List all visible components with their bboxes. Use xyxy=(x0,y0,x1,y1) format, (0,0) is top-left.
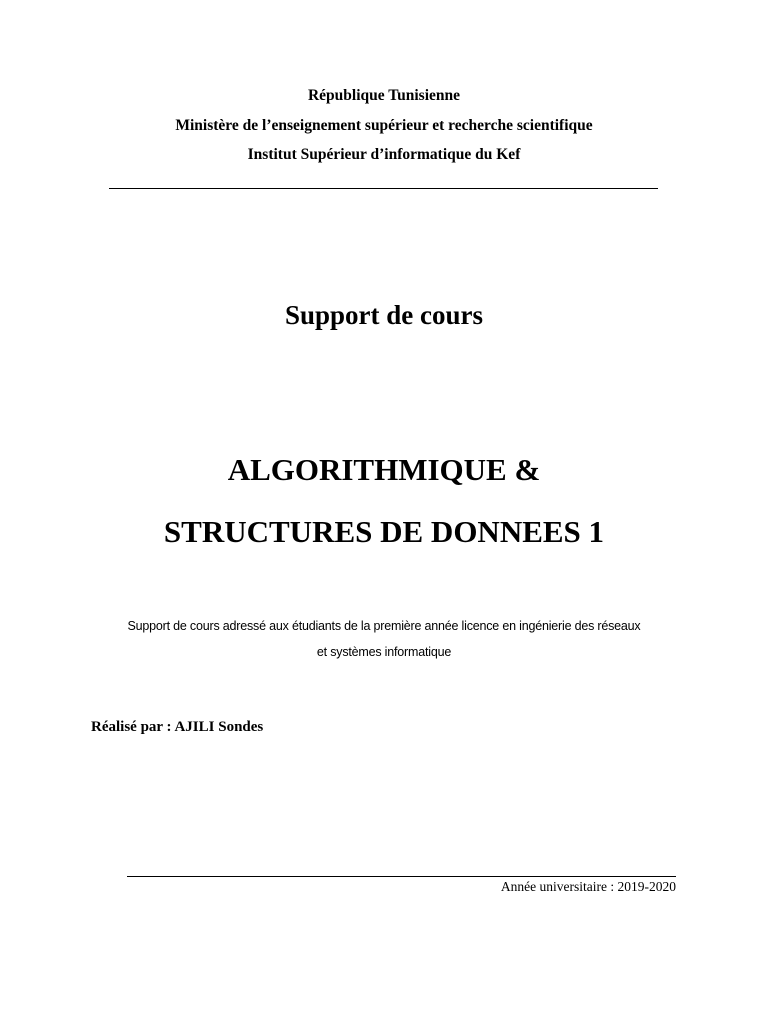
course-description-line-1: Support de cours adressé aux étudiants de la première année licence en ingénierie des réseaux xyxy=(127,619,641,633)
institute-name: Institut Supérieur d’informatique du Kef xyxy=(247,146,521,163)
course-title-line-2: STRUCTURES DE DONNEES 1 xyxy=(163,514,605,549)
academic-year: Année universitaire : 2019-2020 xyxy=(500,879,676,894)
course-title-line-1: ALGORITHMIQUE & xyxy=(227,452,541,487)
document-type: Support de cours xyxy=(284,300,484,330)
author-credit: Réalisé par : AJILI Sondes xyxy=(91,719,264,735)
ministry-name: Ministère de l’enseignement supérieur et recherche scientifique xyxy=(175,117,593,134)
footer-divider xyxy=(127,876,676,877)
course-description-line-2: et systèmes informatique xyxy=(316,645,452,659)
header-divider xyxy=(109,188,658,189)
country-name: République Tunisienne xyxy=(307,87,461,104)
